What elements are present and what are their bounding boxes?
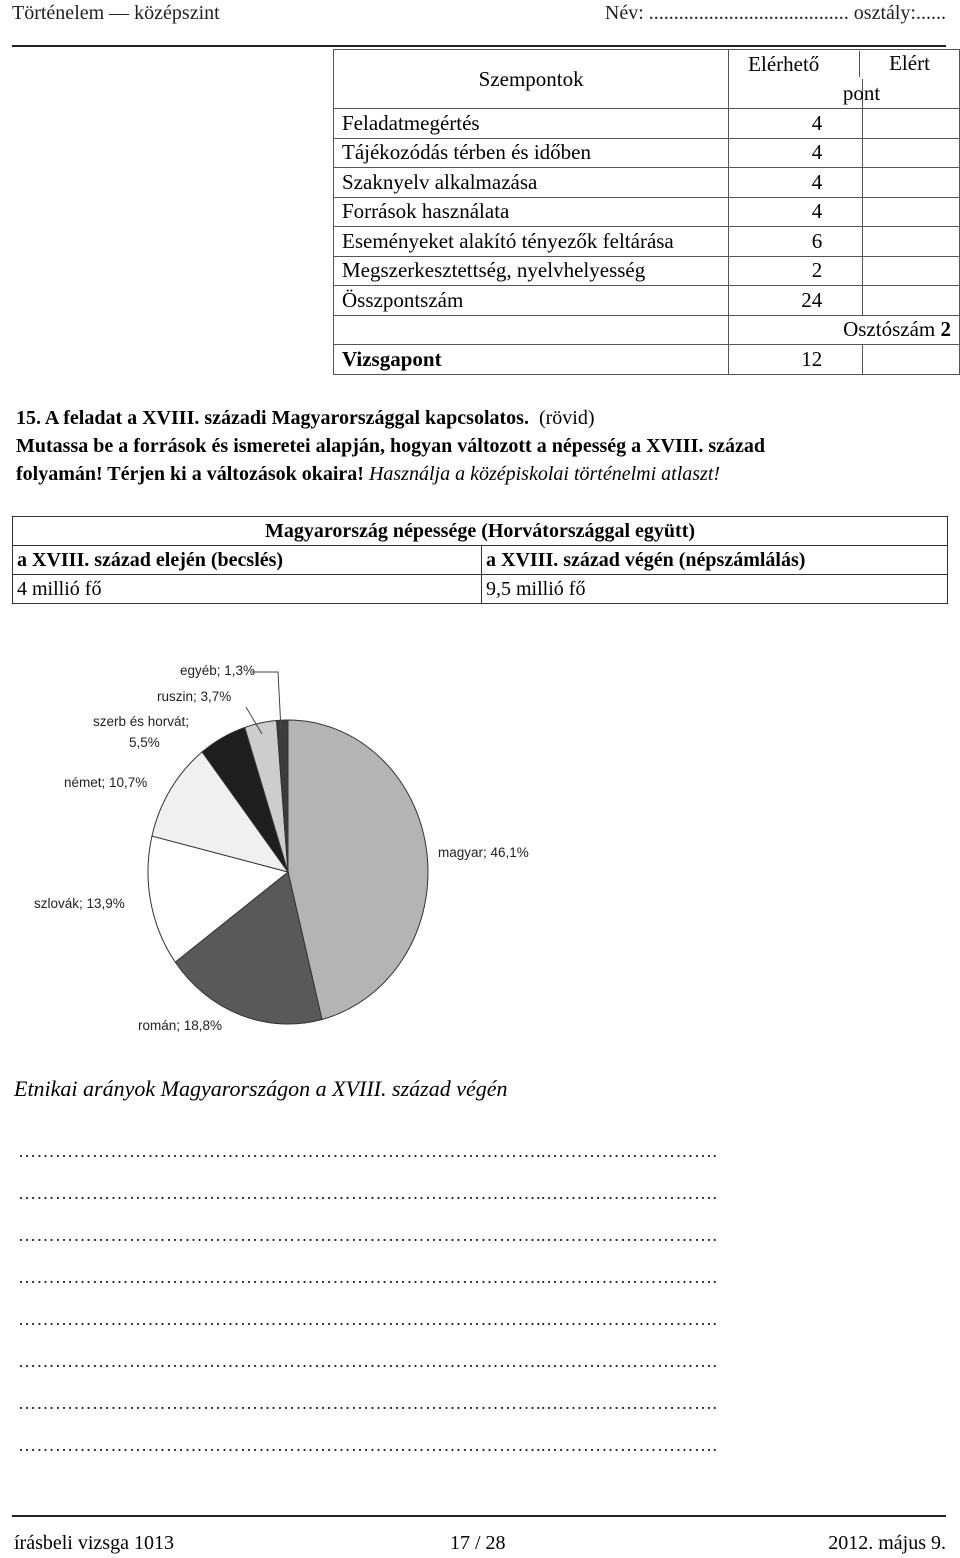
exam-value: 12 <box>729 345 863 375</box>
score-cell <box>863 286 960 316</box>
pie-slice-label: szlovák; 13,9% <box>34 896 125 911</box>
score-row: Összpontszám 24 <box>334 286 960 316</box>
footer-page-number: 17 / 28 <box>450 1532 506 1554</box>
exam-label: Vizsgapont <box>334 345 729 375</box>
population-table-title: Magyarország népessége (Horvátországgal együtt) <box>13 517 948 546</box>
answer-line[interactable]: …………………………………………………………………………..………………………. <box>18 1267 718 1287</box>
col-got-header: Elért <box>859 51 959 77</box>
answer-line[interactable]: …………………………………………………………………………..………………………. <box>18 1225 718 1245</box>
score-row: Tájékozódás térben és időben 4 <box>334 138 960 168</box>
answer-line[interactable]: …………………………………………………………………………..………………………. <box>18 1435 718 1455</box>
col-max-header: Elérhető Elért <box>729 50 960 80</box>
divisor-label: Osztószám <box>843 317 936 342</box>
exam-row <box>334 345 960 375</box>
population-col2-header: a XVIII. század végén (népszámlálás) <box>482 546 948 575</box>
task-instruction-atlas: Használja a középiskolai történelmi atlaszt! <box>368 463 721 485</box>
pie-slice-label: magyar; 46,1% <box>438 845 529 860</box>
answer-line[interactable]: …………………………………………………………………………..………………………. <box>18 1141 718 1161</box>
score-row: Feladatmegértés 4 <box>334 109 960 139</box>
ethnic-pie-chart <box>0 640 960 1050</box>
pie-slice-label: szerb és horvát; 5,5% <box>93 714 190 750</box>
score-row: Szaknyelv alkalmazása 4 <box>334 168 960 198</box>
task-title-line <box>16 403 595 433</box>
chart-caption: Etnikai arányok Magyarországon a XVIII. század végén <box>14 1076 508 1101</box>
score-cell <box>863 138 960 168</box>
task-instruction-2-line <box>16 459 720 489</box>
header-rule <box>12 45 946 47</box>
exam-score-cell <box>863 345 960 375</box>
score-cell <box>863 168 960 198</box>
pie-slice-label: német; 10,7% <box>64 775 148 790</box>
answer-line[interactable]: …………………………………………………………………………..………………………. <box>18 1393 718 1413</box>
divisor-value: 2 <box>940 317 951 342</box>
score-row: Források használata 4 <box>334 197 960 227</box>
score-cell <box>863 109 960 139</box>
score-cell <box>863 256 960 286</box>
pie-slice-label: ruszin; 3,7% <box>157 689 232 704</box>
col-aspects-header: Szempontok <box>334 50 729 109</box>
page-header-name-class: Név: ........................................ osztály:...... <box>604 2 946 24</box>
footer-exam-id: írásbeli vizsga 1013 <box>14 1532 174 1554</box>
divisor-row <box>334 315 960 345</box>
pie-slice-label: román; 18,8% <box>138 1018 223 1033</box>
task-instruction-1: Mutassa be a források és ismeretei alapján, hogyan változott a népesség a XVIII. század <box>16 435 766 457</box>
pie-slice-label: egyéb; 1,3% <box>180 663 256 678</box>
population-table <box>12 516 948 604</box>
population-col1-header: a XVIII. század elején (becslés) <box>13 546 482 575</box>
answer-line[interactable]: …………………………………………………………………………..………………………. <box>18 1309 718 1329</box>
population-col2-value: 9,5 millió fő <box>482 575 948 604</box>
population-col1-value: 4 millió fő <box>13 575 482 604</box>
answer-line[interactable]: …………………………………………………………………………..………………………. <box>18 1183 718 1203</box>
score-row: Megszerkesztettség, nyelvhelyesség 2 <box>334 256 960 286</box>
task-instruction-2: folyamán! Térjen ki a változások okaira! <box>16 463 364 485</box>
page-header-subject: Történelem — középszint <box>12 2 220 24</box>
score-cell <box>863 197 960 227</box>
task-title: 15. A feladat a XVIII. századi Magyarországgal kapcsolatos. <box>16 407 529 429</box>
task-type: (rövid) <box>538 407 595 429</box>
answer-line[interactable]: …………………………………………………………………………..………………………. <box>18 1351 718 1371</box>
footer-rule <box>12 1515 946 1517</box>
score-row: Eseményeket alakító tényezők feltárása 6 <box>334 227 960 257</box>
score-table: Szempontok Elérhető Elért pont Feladatmegértés 4 Tájékozódás térben és időben 4 Szaknyelv alkalmazása 4 Források használata 4 Eseményeket alakító tényezők feltárása 6 Megszerkesztettség, nyelvhelyesség 2 Összpontszám 24 Osztószám 2 Vizsgapont 12 <box>333 49 960 375</box>
score-cell <box>863 227 960 257</box>
footer-date: 2012. május 9. <box>828 1532 946 1554</box>
